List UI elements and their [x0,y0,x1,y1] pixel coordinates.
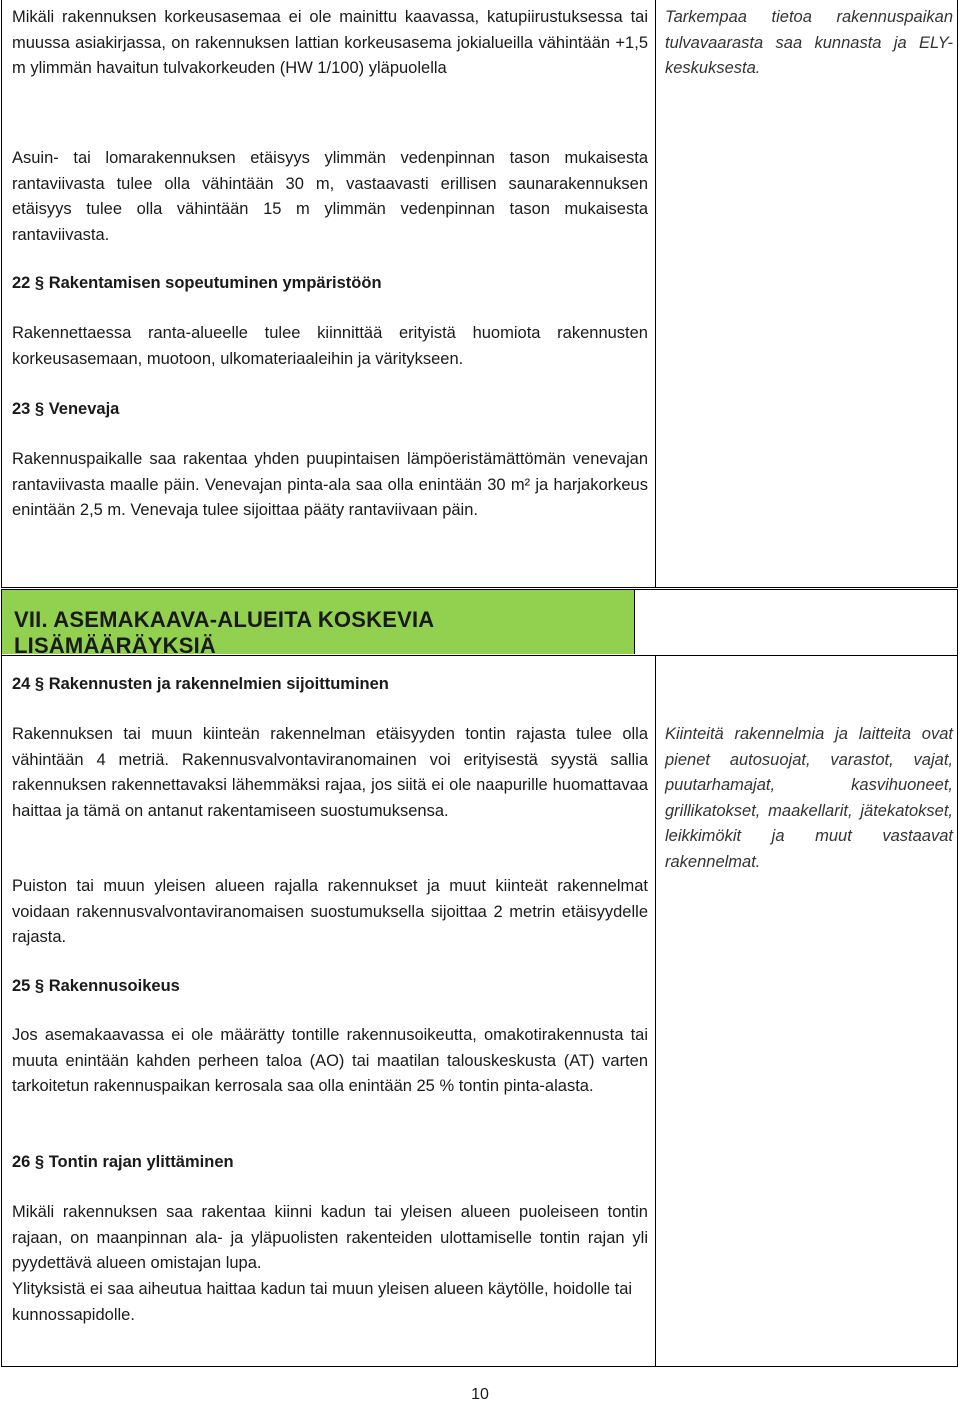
paragraph-section-22: Rakennettaessa ranta-alueelle tulee kiinnittää erityistä huomiota rakennusten korkeusasemaan, muotoon, ulkomateriaaleihin ja väritykseen. [12,324,648,368]
heading-section-26: 26 § Tontin rajan ylittäminen [12,1153,234,1171]
paragraph-section-25: Jos asemakaavassa ei ole määrätty tontille rakennusoikeutta, omakotirakennusta tai muuta enintään kahden perheen taloa (AO) tai maatilan talouskeskusta (AT) varten tarkoitetun rakennuspaikan kerrosala saa olla enintään 25 % tontin pinta-alasta. [12,1026,648,1095]
paragraph-shoreline-distance: Asuin- tai lomarakennuksen etäisyys ylimmän vedenpinnan tason mukaisesta rantaviivasta tulee olla vähintään 30 m, vastaavasti erillisen saunarakennuksen etäisyys tulee olla vähintään 15 m ylimmän vedenpinnan tason mukaisesta rantaviivasta. [12,149,648,244]
column-divider [655,0,656,587]
heading-section-24: 24 § Rakennusten ja rakennelmien sijoittuminen [12,675,389,693]
paragraph-section-26-limit: Mikäli rakennuksen saa rakentaa kiinni kadun tai yleisen alueen puoleiseen tontin rajaan, on maanpinnan ala- ja yläpuolisten rakenteiden ulottamiselle tontin rajan yli pyydettävä alueen omistajan lupa. [12,1203,648,1272]
heading-section-22: 22 § Rakentamisen sopeutuminen ympäristöön [12,274,382,292]
regulation-table-top [1,0,958,588]
heading-section-23: 23 § Venevaja [12,400,120,418]
regulation-table-bottom [1,655,958,1367]
paragraph-section-24-distance: Rakennuksen tai muun kiinteän rakennelman etäisyyden tontin rajasta tulee olla vähintään 4 metriä. Rakennusvalvontaviranomainen voi erityisestä syystä sallia rakennuksen rakennettavaksi lähemmäksi rajaa, jos siitä ei ole naapurille huomattavaa haittaa ja tämä on antanut rakentamiseen suostumuksensa. [12,725,648,820]
side-note-structures: Kiinteitä rakennelmia ja laitteita ovat pienet autosuojat, varastot, vajat, puutarhamajat, kasvihuoneet, grillikatokset, maakellarit, jätekatokset, leikkimökit ja muut vastaavat rakennelmat. [665,725,953,871]
side-note-flood: Tarkempaa tietoa rakennuspaikan tulvavaarasta saa kunnasta ja ELY-keskuksesta. [665,8,953,77]
chapter-title: VII. ASEMAKAAVA-ALUEITA KOSKEVIA LISÄMÄÄRÄYKSIÄ [14,607,434,658]
chapter-header [1,589,958,658]
paragraph-section-24-park: Puiston tai muun yleisen alueen rajalla rakennukset ja muut kiinteät rakennelmat voidaan rakennusvalvontaviranomaisen suostumuksella sijoittaa 2 metrin etäisyydelle rajasta. [12,877,648,946]
heading-section-25: 25 § Rakennusoikeus [12,977,180,995]
chapter-header-bar [2,590,635,658]
page-number: 10 [471,1386,489,1403]
paragraph-section-23: Rakennuspaikalle saa rakentaa yhden puupintaisen lämpöeristämättömän venevajan rantaviivasta maalle päin. Venevajan pinta-ala saa olla enintään 30 m² ja harjakorkeus enintään 2,5 m. Venevaja tulee sijoittaa pääty rantaviivaan päin. [12,450,648,519]
paragraph-floor-height: Mikäli rakennuksen korkeusasemaa ei ole mainittu kaavassa, katupiirustuksessa tai muussa asiakirjassa, on rakennuksen lattian korkeusasema jokialueilla vähintään +1,5 m ylimmän havaitun tulvakorkeuden (HW 1/100) yläpuolella [12,8,648,77]
paragraph-section-26-harm: Ylityksistä ei saa aiheutua haittaa kadun tai muun yleisen alueen käytölle, hoidolle tai kunnossapidolle. [12,1280,633,1324]
column-divider [655,656,656,1366]
